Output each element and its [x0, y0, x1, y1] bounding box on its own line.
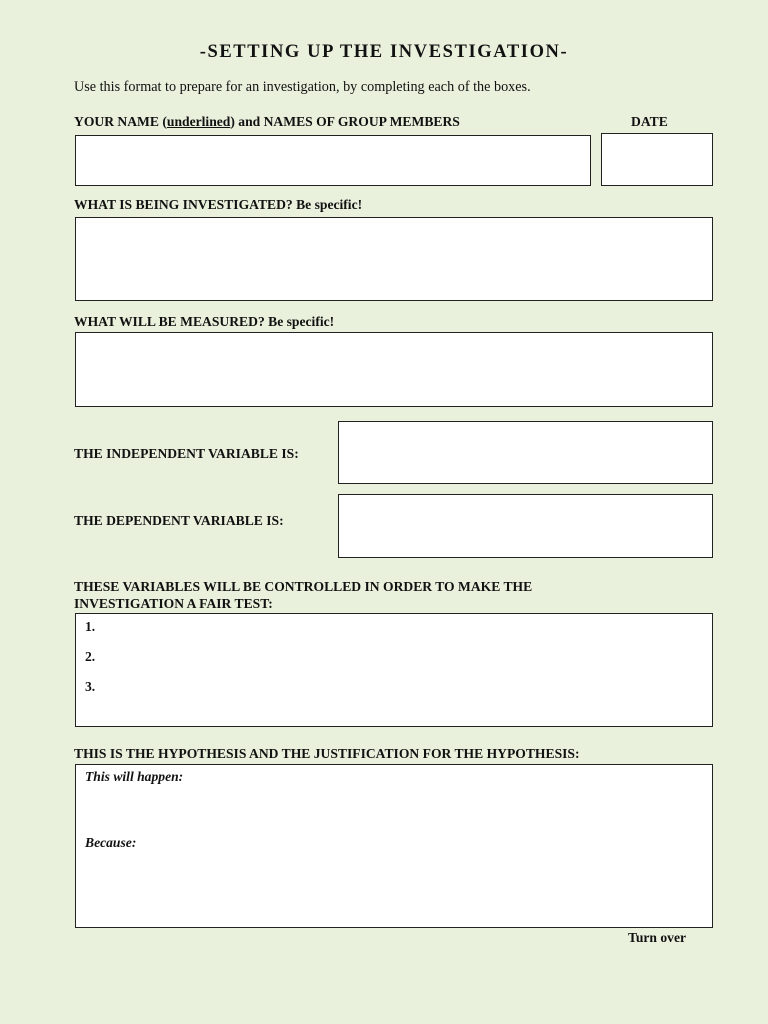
- turn-over-text: Turn over: [628, 930, 687, 945]
- measured-input-box[interactable]: [75, 332, 713, 407]
- controlled-variables-label: [74, 578, 532, 612]
- name-label-suffix: ) and NAMES OF GROUP MEMBERS: [230, 114, 460, 129]
- controlled-item-3: 3.: [85, 679, 96, 694]
- name-label-underlined: underlined: [166, 114, 231, 129]
- instructions-text: Use this format to prepare for an investigation, by completing each of the boxes.: [74, 79, 531, 95]
- investigated-label: WHAT IS BEING INVESTIGATED? Be specific!: [74, 197, 363, 212]
- name-input-box[interactable]: [75, 135, 591, 186]
- investigated-input-box[interactable]: [75, 217, 713, 301]
- controlled-variables-label-line2: INVESTIGATION A FAIR TEST:: [74, 596, 273, 611]
- measured-label: WHAT WILL BE MEASURED? Be specific!: [74, 314, 335, 329]
- name-label: [74, 113, 460, 130]
- dependent-variable-input-box[interactable]: [338, 494, 713, 558]
- dependent-variable-label: THE DEPENDENT VARIABLE IS:: [74, 513, 284, 528]
- independent-variable-label: THE INDEPENDENT VARIABLE IS:: [74, 446, 299, 461]
- controlled-item-1: 1.: [85, 619, 96, 634]
- controlled-variables-input-box[interactable]: [75, 613, 713, 727]
- date-input-box[interactable]: [601, 133, 713, 186]
- hypothesis-label: THIS IS THE HYPOTHESIS AND THE JUSTIFICATION FOR THE HYPOTHESIS:: [74, 746, 580, 761]
- hypothesis-because-prompt: Because:: [85, 835, 137, 850]
- page-title: -SETTING UP THE INVESTIGATION-: [199, 42, 569, 62]
- date-label: DATE: [631, 114, 668, 129]
- hypothesis-happen-prompt: This will happen:: [85, 769, 184, 784]
- name-label-prefix: YOUR NAME (: [74, 114, 167, 129]
- hypothesis-input-box[interactable]: [75, 764, 713, 928]
- controlled-item-2: 2.: [85, 649, 96, 664]
- controlled-variables-label-line1: THESE VARIABLES WILL BE CONTROLLED IN ORDER TO MAKE THE: [74, 579, 533, 594]
- independent-variable-input-box[interactable]: [338, 421, 713, 484]
